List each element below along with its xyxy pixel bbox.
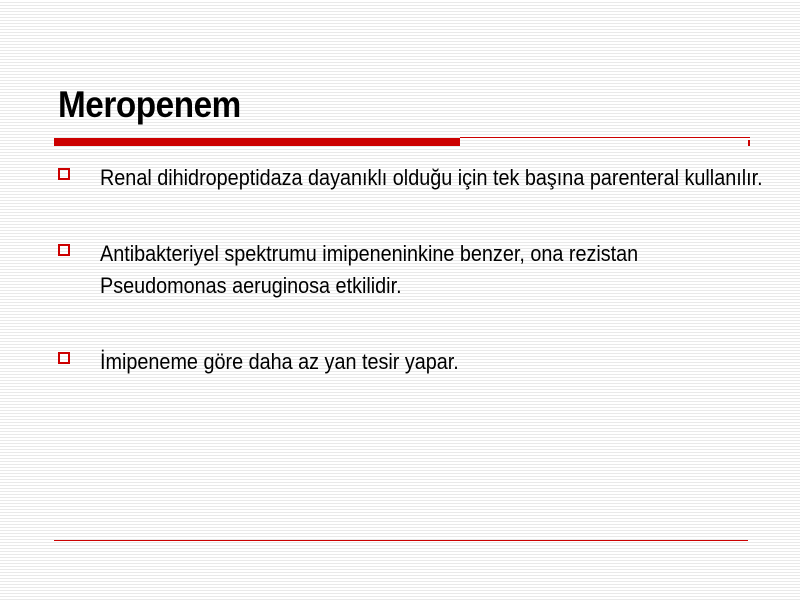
title-underline-end-tick [748, 140, 750, 146]
hollow-square-icon [58, 352, 70, 364]
hollow-square-icon [58, 168, 70, 180]
title-underline-thin [460, 137, 750, 138]
hollow-square-icon [58, 244, 70, 256]
bullet-text: İmipeneme göre daha az yan tesir yapar. [100, 349, 459, 374]
slide-title: Meropenem [58, 84, 241, 125]
footer-rule [54, 540, 748, 541]
bullet-text: Antibakteriyel spektrumu imipeneninkine benzer, ona rezistan Pseudomonas aeruginosa etkilidir. [100, 241, 639, 298]
bullet-item [58, 162, 763, 194]
title-underline-thick [54, 138, 460, 146]
bullet-list [58, 162, 763, 422]
bullet-text: Renal dihidropeptidaza dayanıklı olduğu için tek başına parenteral kullanılır. [100, 165, 763, 190]
bullet-item [58, 238, 758, 302]
bullet-item [58, 346, 758, 378]
